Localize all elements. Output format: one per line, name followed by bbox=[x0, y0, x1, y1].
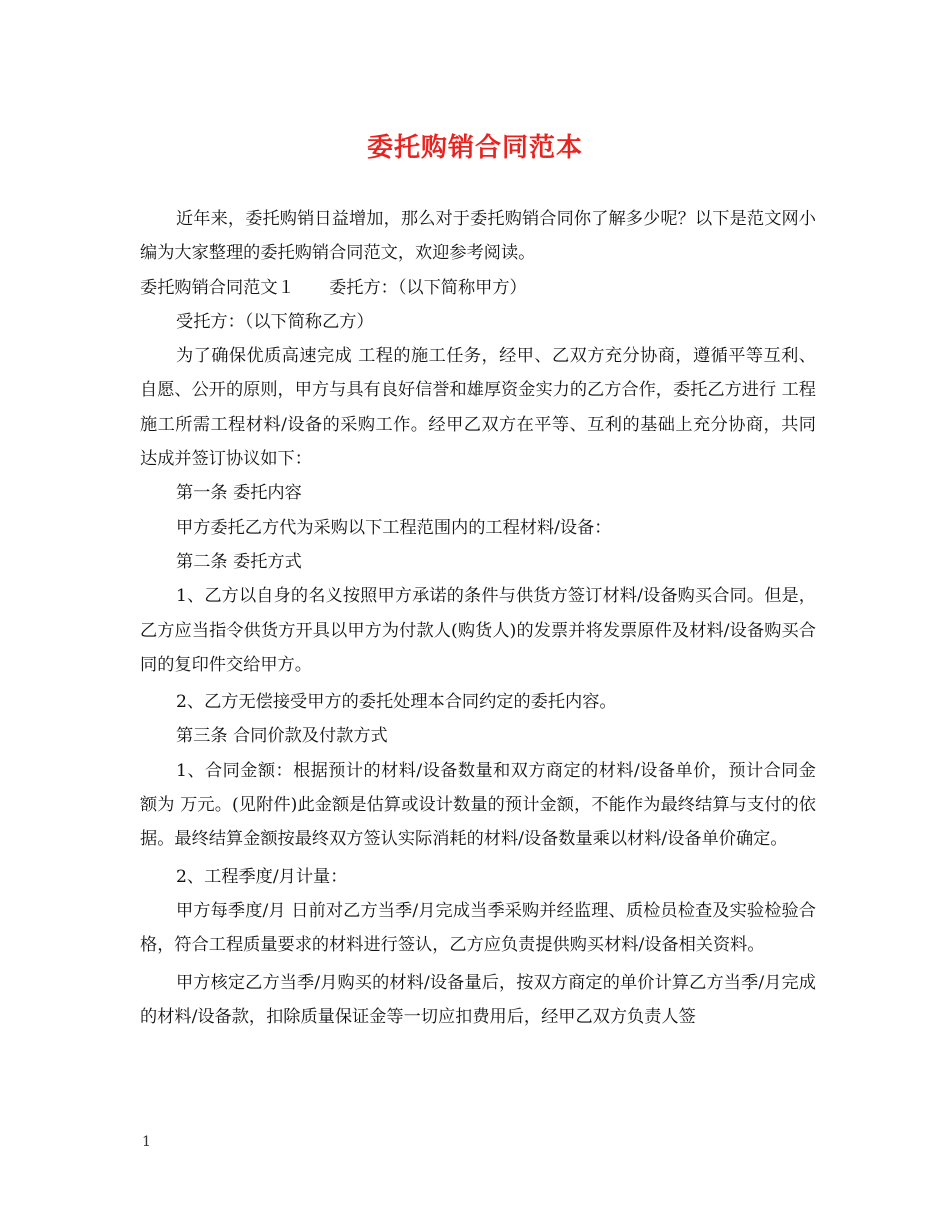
article-2-clause-1: 1、乙方以自身的名义按照甲方承诺的条件与供货方签订材料/设备购买合同。但是，乙方应当指令供货方开具以甲方为付款人(购货人)的发票并将发票原件及材料/设备购买合同的复印件交给甲方。 bbox=[140, 586, 816, 675]
payment-calculation-paragraph: 甲方核定乙方当季/月购买的材料/设备量后，按双方商定的单价计算乙方当季/月完成的材料/设备款，扣除质量保证金等一切应扣费用后，经甲乙双方负责人签 bbox=[140, 972, 816, 1027]
page-number: 1 bbox=[142, 1134, 151, 1150]
article-2-heading: 第二条 委托方式 bbox=[176, 551, 302, 572]
sample-heading-line: 委托购销合同范文１ 委托方：（以下简称甲方） bbox=[140, 277, 527, 298]
article-1-heading: 第一条 委托内容 bbox=[176, 483, 302, 504]
document-body bbox=[140, 202, 816, 1034]
page-title: 委托购销合同范本 bbox=[366, 133, 583, 163]
article-2-clause-2: 2、乙方无偿接受甲方的委托处理本合同约定的委托内容。 bbox=[176, 692, 617, 713]
preamble-paragraph: 为了确保优质高速完成 工程的施工任务，经甲、乙双方充分协商，遵循平等互利、自愿、公开的原则，甲方与具有良好信誉和雄厚资金实力的乙方合作，委托乙方进行 工程施工所需工程材料/设备的采购工作。经甲乙双方在平等、互利的基础上充分协商，共同达成并签订协议如下： bbox=[140, 346, 816, 470]
article-1-content: 甲方委托乙方代为采购以下工程范围内的工程材料/设备： bbox=[176, 517, 612, 538]
article-3-heading: 第三条 合同价款及付款方式 bbox=[176, 726, 388, 747]
article-3-clause-2: 2、工程季度/月计量： bbox=[176, 866, 348, 887]
article-3-clause-1: 1、合同金额：根据预计的材料/设备数量和双方商定的材料/设备单价，预计合同金额为 万元。(见附件)此金额是估算或设计数量的预计金额，不能作为最终结算与支付的依据。最终结算金额按最终双方签认实际消耗的材料/设备数量乘以材料/设备单价确定。 bbox=[140, 760, 816, 850]
intro-paragraph: 近年来，委托购销日益增加，那么对于委托购销合同你了解多少呢？以下是范文网小编为大家整理的委托购销合同范文，欢迎参考阅读。 bbox=[140, 209, 816, 264]
trustee-line: 受托方：（以下简称乙方） bbox=[176, 311, 374, 332]
quarterly-measurement-paragraph: 甲方每季度/月 日前对乙方当季/月完成当季采购并经监理、质检员检查及实验检验合格，符合工程质量要求的材料进行签认，乙方应负责提供购买材料/设备相关资料。 bbox=[140, 900, 816, 956]
